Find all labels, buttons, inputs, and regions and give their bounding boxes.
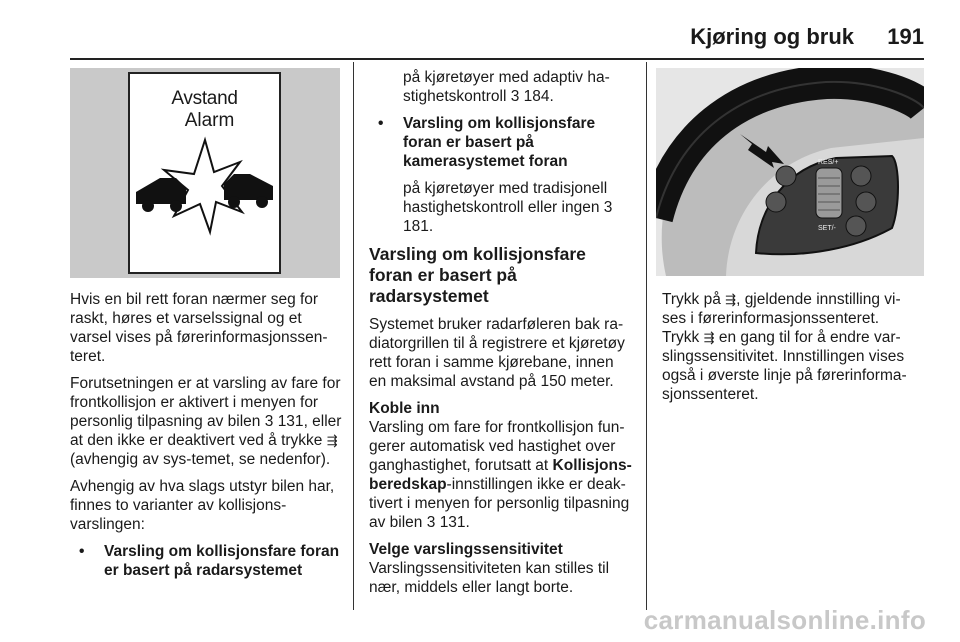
col2-paragraph-3: Varslingssensitiviteten kan stilles til nær, middels eller langt borte. xyxy=(369,560,610,596)
bullet1-continuation: på kjøretøyer med adaptiv ha-stighetskontroll 3 184. xyxy=(403,69,610,105)
page-header xyxy=(70,18,924,54)
collision-icon xyxy=(130,74,279,272)
reference-arrow-icon: 3 xyxy=(426,514,436,531)
page-ref-131[interactable]: 131 xyxy=(277,413,304,430)
res-label: RES/+ xyxy=(818,159,839,166)
column-2 xyxy=(369,68,634,605)
col1-paragraph-3: Avhengig av hva slags utstyr bilen har, finnes to varianter av kollisjons-varslingen: xyxy=(70,478,335,533)
lane-button xyxy=(856,192,876,212)
reference-arrow-icon: 3 xyxy=(264,413,274,430)
collision-alert-button-icon: ⇶ xyxy=(725,292,737,307)
cruise-button xyxy=(766,192,786,212)
column-divider-2 xyxy=(646,62,647,610)
page-title: Kjøring og bruk xyxy=(690,24,854,49)
bullet-item-camera: • Varsling om kollisjonsfare foran er basert på kamerasystemet foran xyxy=(378,115,596,170)
distance-alarm-panel xyxy=(128,72,281,274)
subheading-koble-inn: Koble inn xyxy=(369,400,440,417)
column-3 xyxy=(662,290,924,412)
subheading-sensitivity: Velge varslingssensitivitet xyxy=(369,541,563,558)
col2-paragraph-2: Varsling om fare for frontkollisjon fun-gerer automatisk ved hastighet over ganghastighet, forutsatt at Kollisjons-beredskap-innstillingen ikke er deak-tivert i menyen for personlig tilpasning av bilen 3 131. xyxy=(369,419,632,531)
set-label: SET/- xyxy=(818,225,836,232)
speed-limit-button xyxy=(846,216,866,236)
watermark: carmanualsonline.info xyxy=(643,605,926,635)
col1-paragraph-2: Forutsetningen er at varsling av fare for frontkollisjon er aktivert i menyen for personlig tilpasning av bilen 3 131, eller at den ikke er deaktivert ved å trykke ⇶ (avhengig av sys-temet, se nedenfor). xyxy=(70,375,342,468)
reference-arrow-icon: 3 xyxy=(510,88,520,105)
col1-paragraph-1: Hvis en bil rett foran nærmer seg for raskt, høres et varselssignal og et varsel vises på førerinformasjonssen-teret. xyxy=(70,291,328,365)
col2-paragraph-1: Systemet bruker radarføleren bak ra-diatorgrillen til å registrere et kjøretøy rett foran i samme kjørebane, innen en maksimal avstand på 150 meter. xyxy=(369,316,625,390)
col3-paragraph-1: Trykk på ⇶, gjeldende innstilling vi-ses i førerinformasjonssenteret. xyxy=(662,291,901,327)
page-ref-181[interactable]: 181. xyxy=(403,218,434,235)
right-car-icon xyxy=(224,174,273,200)
alarm-title-line1: Avstand xyxy=(171,88,238,109)
col3-paragraph-2: Trykk ⇶ en gang til for å endre var-slingssensitivitet. Innstillingen vises også i øverste linje på førerinforma-sjonssenteret. xyxy=(662,329,907,403)
bullet-item-radar: • Varsling om kollisjonsfare foran er basert på radarsystemet xyxy=(79,543,340,579)
section-heading: Varsling om kollisjonsfare foran er basert på radarsystemet xyxy=(369,244,586,306)
page-ref-184[interactable]: 184. xyxy=(523,88,554,105)
alarm-title-line2: Alarm xyxy=(184,110,235,131)
collision-alert-button xyxy=(776,166,796,186)
collision-alert-button-icon: ⇶ xyxy=(326,433,338,448)
bullet2-continuation: på kjøretøyer med tradisjonell hastighetskontroll eller ingen 3 181. xyxy=(403,180,613,235)
page-number: 191 xyxy=(887,24,924,49)
header-rule xyxy=(70,58,924,60)
collision-alert-button-icon: ⇶ xyxy=(703,330,715,345)
left-car-icon xyxy=(136,178,186,204)
column-divider-1 xyxy=(353,62,354,610)
steering-wheel-image xyxy=(656,68,924,276)
reference-arrow-icon: 3 xyxy=(603,199,613,216)
page-ref-131[interactable]: 131. xyxy=(439,514,470,531)
steering-wheel-figure xyxy=(656,68,924,276)
column-1 xyxy=(70,290,342,588)
cancel-button xyxy=(851,166,871,186)
